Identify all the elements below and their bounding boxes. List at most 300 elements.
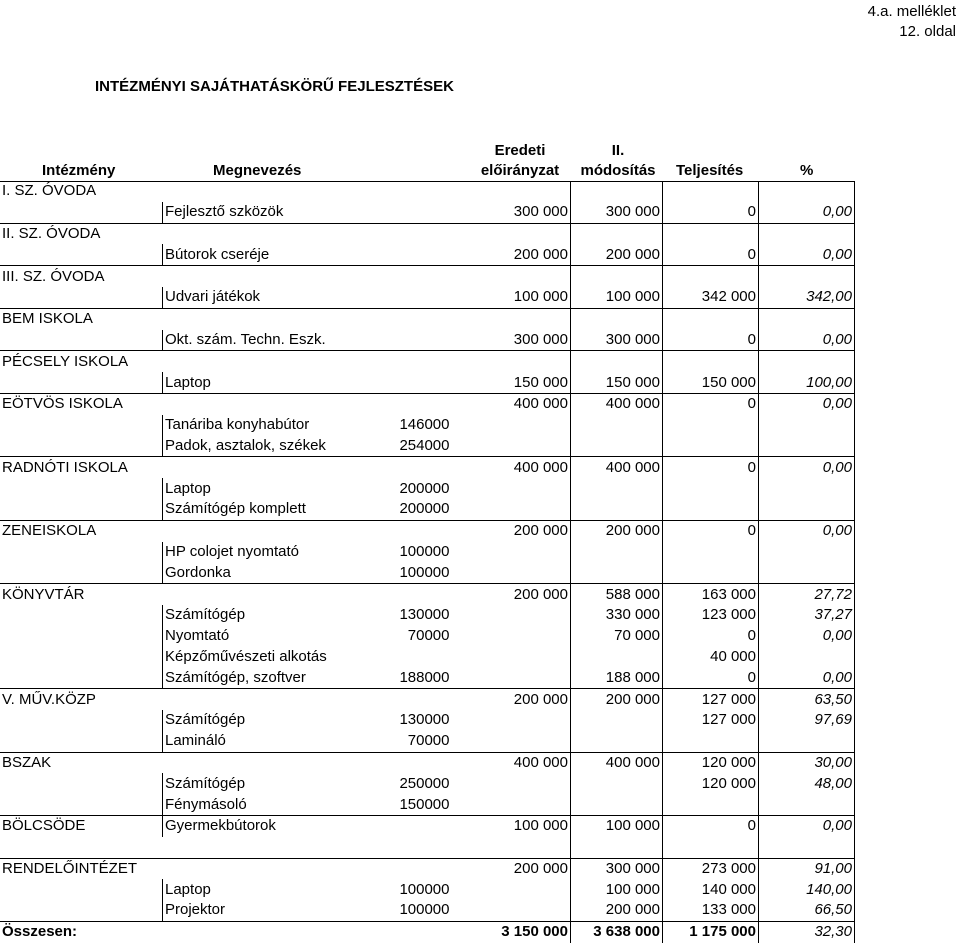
total-original-budget: 3 150 000 <box>452 921 571 942</box>
institution-cell: III. SZ. ÓVODA <box>0 266 163 287</box>
item-name-cell <box>163 837 388 858</box>
percent-cell: 27,72 <box>759 584 855 605</box>
table-row <box>0 223 855 244</box>
item-name-cell <box>163 584 388 605</box>
original-budget-cell <box>452 710 571 731</box>
fulfilment-cell <box>663 731 759 752</box>
fulfilment-cell: 0 <box>663 330 759 351</box>
item-name-cell <box>163 858 388 879</box>
fulfilment-cell: 0 <box>663 202 759 223</box>
institution-cell: KÖNYVTÁR <box>0 584 163 605</box>
fulfilment-cell <box>663 542 759 563</box>
sub-amount-cell <box>388 266 452 287</box>
institution-cell <box>0 900 163 921</box>
institution-cell <box>0 415 163 436</box>
fulfilment-cell: 120 000 <box>663 773 759 794</box>
item-name-cell: Gyermekbútorok <box>163 815 388 836</box>
item-name-cell: Bútorok cseréje <box>163 244 388 265</box>
percent-cell: 100,00 <box>759 372 855 393</box>
sub-amount-cell: 146000 <box>399 416 450 434</box>
table-row <box>0 308 855 329</box>
item-name-cell: Gordonka <box>163 562 388 583</box>
item-name-cell: Számítógép komplett <box>163 499 388 520</box>
percent-cell <box>759 837 855 858</box>
fulfilment-cell <box>663 351 759 372</box>
modified-budget-cell <box>571 499 663 520</box>
fulfilment-cell <box>663 562 759 583</box>
percent-cell <box>759 266 855 287</box>
sub-amount-cell <box>388 858 452 879</box>
fulfilment-cell <box>663 266 759 287</box>
institution-cell <box>0 542 163 563</box>
item-name-cell <box>163 223 388 244</box>
modified-budget-cell <box>571 794 663 815</box>
original-budget-cell <box>452 181 571 202</box>
institution-cell <box>0 436 163 457</box>
annex-label: 4.a. melléklet <box>867 3 956 20</box>
institution-cell <box>0 710 163 731</box>
table-row <box>0 393 855 414</box>
institution-cell <box>0 244 163 265</box>
item-name-cell <box>163 393 388 414</box>
table-row <box>0 436 855 457</box>
table-row <box>0 731 855 752</box>
item-name-cell: Laptop <box>163 478 388 499</box>
percent-cell: 91,00 <box>759 858 855 879</box>
sub-amount-cell <box>388 837 452 858</box>
percent-cell: 37,27 <box>759 605 855 626</box>
item-name-cell <box>163 308 388 329</box>
table-row <box>0 520 855 541</box>
table-row <box>0 837 855 858</box>
percent-cell: 0,00 <box>759 815 855 836</box>
original-budget-cell <box>452 794 571 815</box>
item-name-cell: Projektor <box>163 900 388 921</box>
institution-cell <box>0 647 163 668</box>
fulfilment-cell: 150 000 <box>663 372 759 393</box>
institution-cell: V. MŰV.KÖZP <box>0 689 163 710</box>
sub-amount-cell <box>388 584 452 605</box>
item-name-cell <box>163 689 388 710</box>
empty-cell <box>163 921 388 942</box>
institution-cell: RENDELŐINTÉZET <box>0 858 163 879</box>
sub-amount-cell: 200000 <box>399 500 450 518</box>
modified-budget-cell <box>571 181 663 202</box>
table-row <box>0 605 855 626</box>
modified-budget-cell: 100 000 <box>571 879 663 900</box>
modified-budget-cell <box>571 478 663 499</box>
modified-budget-cell: 330 000 <box>571 605 663 626</box>
fulfilment-cell: 0 <box>663 815 759 836</box>
sub-amount-cell: 100000 <box>399 542 450 560</box>
fulfilment-cell <box>663 308 759 329</box>
percent-cell: 63,50 <box>759 689 855 710</box>
fulfilment-cell: 40 000 <box>663 647 759 668</box>
original-budget-cell: 400 000 <box>452 393 571 414</box>
original-budget-cell <box>452 605 571 626</box>
percent-cell: 0,00 <box>759 667 855 688</box>
sub-amount-cell <box>388 287 452 308</box>
modified-budget-cell <box>571 773 663 794</box>
modified-budget-cell <box>571 436 663 457</box>
header-modositas-line2: módosítás <box>580 162 656 179</box>
table-row <box>0 181 855 202</box>
modified-budget-cell <box>571 710 663 731</box>
modified-budget-cell <box>571 562 663 583</box>
institution-cell: BÖLCSÖDE <box>0 815 163 836</box>
fulfilment-cell: 140 000 <box>663 879 759 900</box>
institution-cell <box>0 287 163 308</box>
original-budget-cell: 100 000 <box>452 287 571 308</box>
header-eredeti <box>478 141 562 181</box>
institution-cell: PÉCSELY ISKOLA <box>0 351 163 372</box>
table-row <box>0 478 855 499</box>
percent-cell: 342,00 <box>759 287 855 308</box>
sub-amount-cell <box>388 181 452 202</box>
modified-budget-cell: 588 000 <box>571 584 663 605</box>
original-budget-cell <box>452 415 571 436</box>
original-budget-cell: 400 000 <box>452 752 571 773</box>
header-megnevezes: Megnevezés <box>213 162 302 179</box>
institution-cell: EÖTVÖS ISKOLA <box>0 393 163 414</box>
modified-budget-cell <box>571 351 663 372</box>
original-budget-cell <box>452 542 571 563</box>
item-name-cell: Padok, asztalok, székek <box>163 436 388 457</box>
modified-budget-cell <box>571 837 663 858</box>
institution-cell: BSZAK <box>0 752 163 773</box>
total-fulfilment: 1 175 000 <box>663 921 759 942</box>
sub-amount-cell <box>388 457 452 478</box>
institution-cell <box>0 372 163 393</box>
fulfilment-cell: 273 000 <box>663 858 759 879</box>
original-budget-cell <box>452 223 571 244</box>
item-name-cell: Okt. szám. Techn. Eszk. <box>163 330 388 351</box>
item-name-cell <box>163 457 388 478</box>
original-budget-cell <box>452 562 571 583</box>
sub-amount-cell <box>388 244 452 265</box>
modified-budget-cell <box>571 647 663 668</box>
modified-budget-cell: 300 000 <box>571 330 663 351</box>
original-budget-cell <box>452 667 571 688</box>
original-budget-cell <box>452 266 571 287</box>
sub-amount-cell: 150000 <box>399 795 450 813</box>
original-budget-cell: 300 000 <box>452 330 571 351</box>
sub-amount-cell <box>388 202 452 223</box>
sub-amount-cell: 100000 <box>399 880 450 898</box>
sub-amount-cell <box>388 520 452 541</box>
original-budget-cell: 150 000 <box>452 372 571 393</box>
fulfilment-cell: 120 000 <box>663 752 759 773</box>
percent-cell: 0,00 <box>759 330 855 351</box>
table-row <box>0 647 855 668</box>
original-budget-cell <box>452 773 571 794</box>
sub-amount-cell <box>388 351 452 372</box>
header-eredeti-line1: Eredeti <box>494 142 546 159</box>
institution-cell <box>0 626 163 647</box>
institution-cell: ZENEISKOLA <box>0 520 163 541</box>
sub-amount-cell <box>388 308 452 329</box>
modified-budget-cell: 200 000 <box>571 900 663 921</box>
modified-budget-cell: 200 000 <box>571 244 663 265</box>
modified-budget-cell <box>571 542 663 563</box>
original-budget-cell: 400 000 <box>452 457 571 478</box>
table-row <box>0 879 855 900</box>
modified-budget-cell: 100 000 <box>571 287 663 308</box>
sub-amount-cell: 200000 <box>399 479 450 497</box>
item-name-cell: Udvari játékok <box>163 287 388 308</box>
institution-cell <box>0 879 163 900</box>
institution-cell <box>0 330 163 351</box>
sub-amount-cell <box>388 689 452 710</box>
percent-cell: 97,69 <box>759 710 855 731</box>
fulfilment-cell <box>663 478 759 499</box>
sub-amount-cell: 70000 <box>407 732 450 750</box>
fulfilment-cell <box>663 436 759 457</box>
header-eredeti-line2: előirányzat <box>480 162 560 179</box>
modified-budget-cell <box>571 308 663 329</box>
percent-cell <box>759 731 855 752</box>
percent-cell <box>759 308 855 329</box>
sub-amount-cell: 130000 <box>399 711 450 729</box>
table-row <box>0 752 855 773</box>
table-row <box>0 415 855 436</box>
percent-cell: 66,50 <box>759 900 855 921</box>
fulfilment-cell <box>663 499 759 520</box>
modified-budget-cell: 150 000 <box>571 372 663 393</box>
table-row <box>0 542 855 563</box>
original-budget-cell <box>452 647 571 668</box>
modified-budget-cell: 200 000 <box>571 520 663 541</box>
fulfilment-cell <box>663 794 759 815</box>
sub-amount-cell: 100000 <box>399 563 450 581</box>
modified-budget-cell: 400 000 <box>571 752 663 773</box>
modified-budget-cell: 300 000 <box>571 202 663 223</box>
sub-amount-cell <box>388 330 452 351</box>
institution-cell <box>0 794 163 815</box>
table-row <box>0 858 855 879</box>
modified-budget-cell: 70 000 <box>571 626 663 647</box>
percent-cell <box>759 181 855 202</box>
percent-cell <box>759 794 855 815</box>
item-name-cell <box>163 752 388 773</box>
header-pct: % <box>800 162 814 179</box>
institution-cell: BEM ISKOLA <box>0 308 163 329</box>
institution-cell: I. SZ. ÓVODA <box>0 181 163 202</box>
fulfilment-cell: 127 000 <box>663 710 759 731</box>
table-row <box>0 351 855 372</box>
total-label: Összesen: <box>0 921 163 942</box>
item-name-cell <box>163 520 388 541</box>
item-name-cell: Számítógép <box>163 605 388 626</box>
item-name-cell: Fénymásoló <box>163 794 388 815</box>
percent-cell <box>759 499 855 520</box>
modified-budget-cell: 188 000 <box>571 667 663 688</box>
institution-cell <box>0 773 163 794</box>
empty-cell <box>388 921 452 942</box>
original-budget-cell <box>452 837 571 858</box>
table-row <box>0 815 855 836</box>
percent-cell <box>759 351 855 372</box>
original-budget-cell <box>452 308 571 329</box>
sub-amount-cell: 70000 <box>407 627 450 645</box>
item-name-cell: Fejlesztő szközök <box>163 202 388 223</box>
fulfilment-cell <box>663 181 759 202</box>
sub-amount-cell: 250000 <box>399 774 450 792</box>
item-name-cell <box>163 181 388 202</box>
original-budget-cell: 100 000 <box>452 815 571 836</box>
sub-amount-cell <box>388 752 452 773</box>
header-teljesites: Teljesítés <box>676 162 744 179</box>
item-name-cell: HP colojet nyomtató <box>163 542 388 563</box>
percent-cell: 0,00 <box>759 520 855 541</box>
original-budget-cell <box>452 436 571 457</box>
fulfilment-cell: 133 000 <box>663 900 759 921</box>
percent-cell <box>759 542 855 563</box>
fulfilment-cell: 123 000 <box>663 605 759 626</box>
fulfilment-cell <box>663 837 759 858</box>
percent-cell <box>759 223 855 244</box>
item-name-cell: Számítógép <box>163 773 388 794</box>
percent-cell: 0,00 <box>759 626 855 647</box>
table-row <box>0 689 855 710</box>
original-budget-cell: 200 000 <box>452 520 571 541</box>
modified-budget-cell: 400 000 <box>571 457 663 478</box>
sub-amount-cell: 130000 <box>399 606 450 624</box>
fulfilment-cell: 0 <box>663 244 759 265</box>
total-percent: 32,30 <box>759 921 855 942</box>
institution-cell <box>0 478 163 499</box>
sub-amount-cell: 100000 <box>399 901 450 919</box>
original-budget-cell <box>452 499 571 520</box>
percent-cell <box>759 436 855 457</box>
institution-cell <box>0 731 163 752</box>
original-budget-cell: 200 000 <box>452 584 571 605</box>
item-name-cell <box>163 266 388 287</box>
page-title: INTÉZMÉNYI SAJÁTHATÁSKÖRŰ FEJLESZTÉSEK <box>95 78 454 95</box>
header-intezmeny: Intézmény <box>42 162 116 179</box>
table-row <box>0 244 855 265</box>
original-budget-cell: 200 000 <box>452 244 571 265</box>
item-name-cell: Számítógép <box>163 710 388 731</box>
percent-cell: 30,00 <box>759 752 855 773</box>
table-row <box>0 626 855 647</box>
table-row <box>0 499 855 520</box>
sub-amount-cell <box>388 372 452 393</box>
sub-amount-cell: 254000 <box>399 436 450 454</box>
table-row <box>0 667 855 688</box>
item-name-cell: Számítógép, szoftver <box>163 667 388 688</box>
table-row <box>0 584 855 605</box>
original-budget-cell <box>452 626 571 647</box>
header-modositas-line1: II. <box>611 142 625 159</box>
percent-cell: 140,00 <box>759 879 855 900</box>
table-row <box>0 372 855 393</box>
percent-cell <box>759 647 855 668</box>
original-budget-cell <box>452 731 571 752</box>
percent-cell: 48,00 <box>759 773 855 794</box>
item-name-cell: Laptop <box>163 372 388 393</box>
fulfilment-cell: 342 000 <box>663 287 759 308</box>
institution-cell: II. SZ. ÓVODA <box>0 223 163 244</box>
sub-amount-cell <box>388 647 452 668</box>
modified-budget-cell <box>571 731 663 752</box>
sub-amount-cell <box>388 393 452 414</box>
institution-cell <box>0 499 163 520</box>
table-row <box>0 562 855 583</box>
table-row <box>0 457 855 478</box>
percent-cell: 0,00 <box>759 457 855 478</box>
fulfilment-cell: 0 <box>663 457 759 478</box>
modified-budget-cell <box>571 415 663 436</box>
item-name-cell: Képzőművészeti alkotás <box>163 647 388 668</box>
institution-cell <box>0 837 163 858</box>
percent-cell <box>759 562 855 583</box>
percent-cell <box>759 478 855 499</box>
header-modositas <box>576 141 660 181</box>
percent-cell: 0,00 <box>759 244 855 265</box>
item-name-cell: Tanáriba konyhabútor <box>163 415 388 436</box>
institution-cell <box>0 667 163 688</box>
original-budget-cell <box>452 900 571 921</box>
total-modified-budget: 3 638 000 <box>571 921 663 942</box>
table-row <box>0 900 855 921</box>
original-budget-cell <box>452 478 571 499</box>
page-number: 12. oldal <box>899 23 956 40</box>
fulfilment-cell: 0 <box>663 393 759 414</box>
original-budget-cell <box>452 879 571 900</box>
original-budget-cell: 200 000 <box>452 858 571 879</box>
table-row <box>0 287 855 308</box>
institution-cell: RADNÓTI ISKOLA <box>0 457 163 478</box>
institution-cell <box>0 605 163 626</box>
original-budget-cell: 300 000 <box>452 202 571 223</box>
fulfilment-cell: 0 <box>663 667 759 688</box>
fulfilment-cell <box>663 415 759 436</box>
modified-budget-cell <box>571 223 663 244</box>
percent-cell: 0,00 <box>759 393 855 414</box>
modified-budget-cell: 300 000 <box>571 858 663 879</box>
modified-budget-cell: 400 000 <box>571 393 663 414</box>
table-row <box>0 773 855 794</box>
table-row <box>0 266 855 287</box>
fulfilment-cell: 0 <box>663 626 759 647</box>
original-budget-cell: 200 000 <box>452 689 571 710</box>
sub-amount-cell <box>388 223 452 244</box>
fulfilment-cell <box>663 223 759 244</box>
table-row <box>0 202 855 223</box>
institution-cell <box>0 202 163 223</box>
item-name-cell: Nyomtató <box>163 626 388 647</box>
sub-amount-cell <box>388 815 452 836</box>
fulfilment-cell: 163 000 <box>663 584 759 605</box>
modified-budget-cell: 200 000 <box>571 689 663 710</box>
percent-cell: 0,00 <box>759 202 855 223</box>
institution-cell <box>0 562 163 583</box>
page-annotation <box>868 2 956 42</box>
developments-table <box>0 181 855 943</box>
original-budget-cell <box>452 351 571 372</box>
fulfilment-cell: 0 <box>663 520 759 541</box>
table-row <box>0 330 855 351</box>
total-row <box>0 921 855 942</box>
percent-cell <box>759 415 855 436</box>
sub-amount-cell: 188000 <box>399 668 450 686</box>
fulfilment-cell: 127 000 <box>663 689 759 710</box>
item-name-cell <box>163 351 388 372</box>
table-row <box>0 710 855 731</box>
modified-budget-cell <box>571 266 663 287</box>
table-row <box>0 794 855 815</box>
